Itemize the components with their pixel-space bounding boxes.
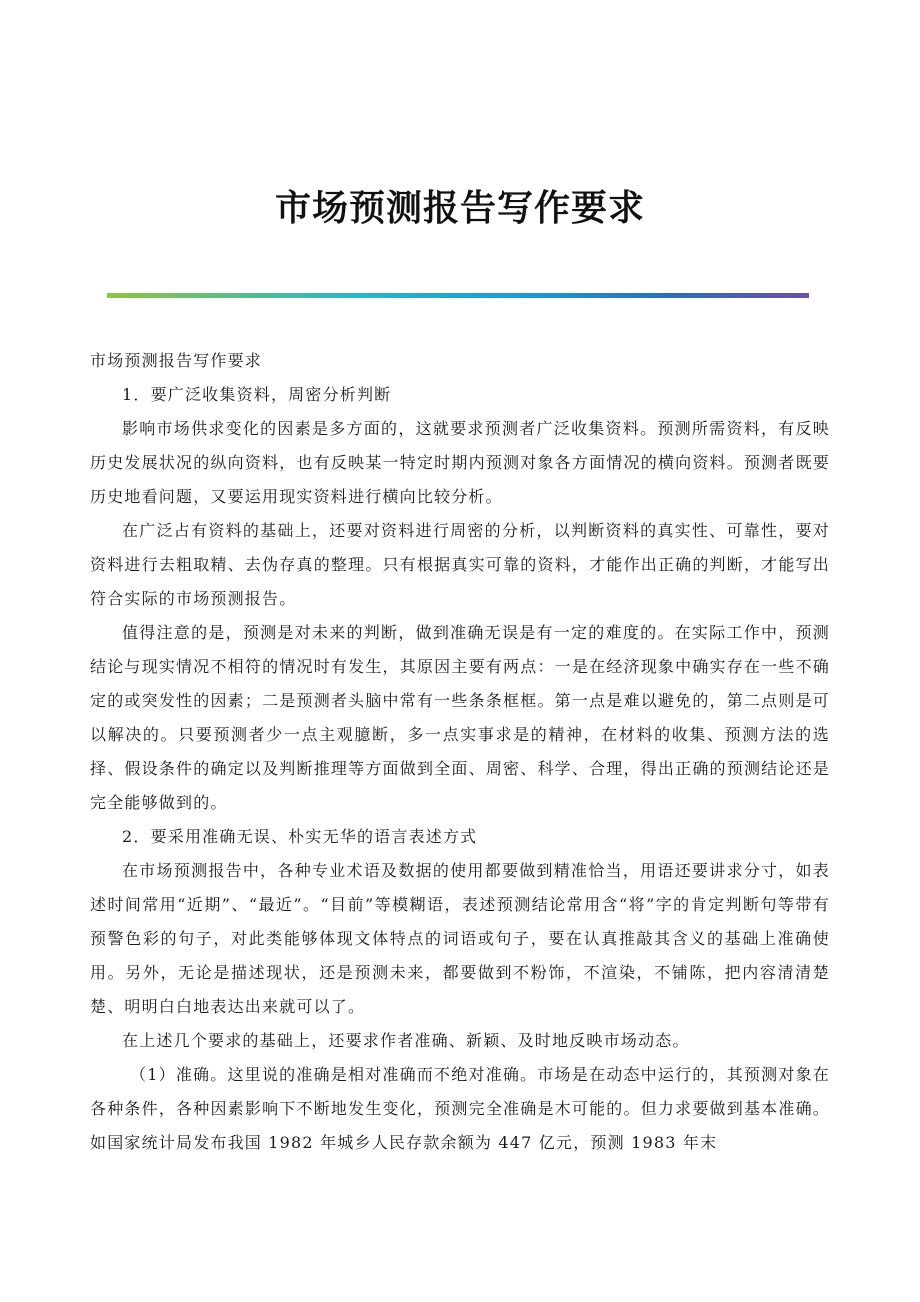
paragraph: 在上述几个要求的基础上，还要求作者准确、新颖、及时地反映市场动态。 xyxy=(122,1031,690,1050)
title-divider xyxy=(107,293,809,298)
paragraph: 值得注意的是，预测是对未来的判断，做到准确无误是有一定的难度的。在实际工作中，预测结论与现实情况不相符的情况时有发生，其原因主要有两点：一是在经济现象中确实存在一些不确定的或突发性的因素；二是预测者头脑中常有一些条条框框。第一点是难以避免的，第二点则是可以解决的。只要预测者少一点主观臆断，多一点实事求是的精神，在材料的收集、预测方法的选择、假设条件的确定以及判断推理等方面做到全面、周密、科学、合理，得出正确的预测结论还是完全能够做到的。 xyxy=(90,623,830,812)
paragraph: 影响市场供求变化的因素是多方面的，这就要求预测者广泛收集资料。预测所需资料，有反映历史发展状况的纵向资料，也有反映某一特定时期内预测对象各方面情况的横向资料。预测者既要历史地看问题，又要运用现实资料进行横向比较分析。 xyxy=(90,419,830,506)
paragraph: 在市场预测报告中，各种专业术语及数据的使用都要做到精准恰当，用语还要讲求分寸，如表述时间常用“近期”、“最近”。“目前”等模糊语，表述预测结论常用含“将”字的肯定判断句等带有预警色彩的句子，对此类能够体现文体特点的词语或句子，要在认真推敲其含义的基础上准确使用。另外，无论是描述现状，还是预测未来，都要做到不粉饰，不渲染，不铺陈，把内容清清楚楚、明明白白地表达出来就可以了。 xyxy=(90,861,830,1016)
body-heading: 市场预测报告写作要求 xyxy=(90,351,263,370)
document-body xyxy=(90,344,830,1160)
document-title: 市场预测报告写作要求 xyxy=(274,187,645,229)
section-heading-1: 1．要广泛收集资料，周密分析判断 xyxy=(122,385,392,404)
paragraph: （1）准确。这里说的准确是相对准确而不绝对准确。市场是在动态中运行的，其预测对象在各种条件，各种因素影响下不断地发生变化，预测完全准确是木可能的。但力求要做到基本准确。如国家统计局发布我国 1982 年城乡人民存款余额为 447 亿元，预测 1983 年末 xyxy=(90,1065,830,1152)
section-heading-2: 2．要采用准确无误、朴实无华的语言表述方式 xyxy=(122,827,478,846)
paragraph: 在广泛占有资料的基础上，还要对资料进行周密的分析，以判断资料的真实性、可靠性，要对资料进行去粗取精、去伪存真的整理。只有根据真实可靠的资料，才能作出正确的判断，才能写出符合实际的市场预测报告。 xyxy=(90,521,830,608)
